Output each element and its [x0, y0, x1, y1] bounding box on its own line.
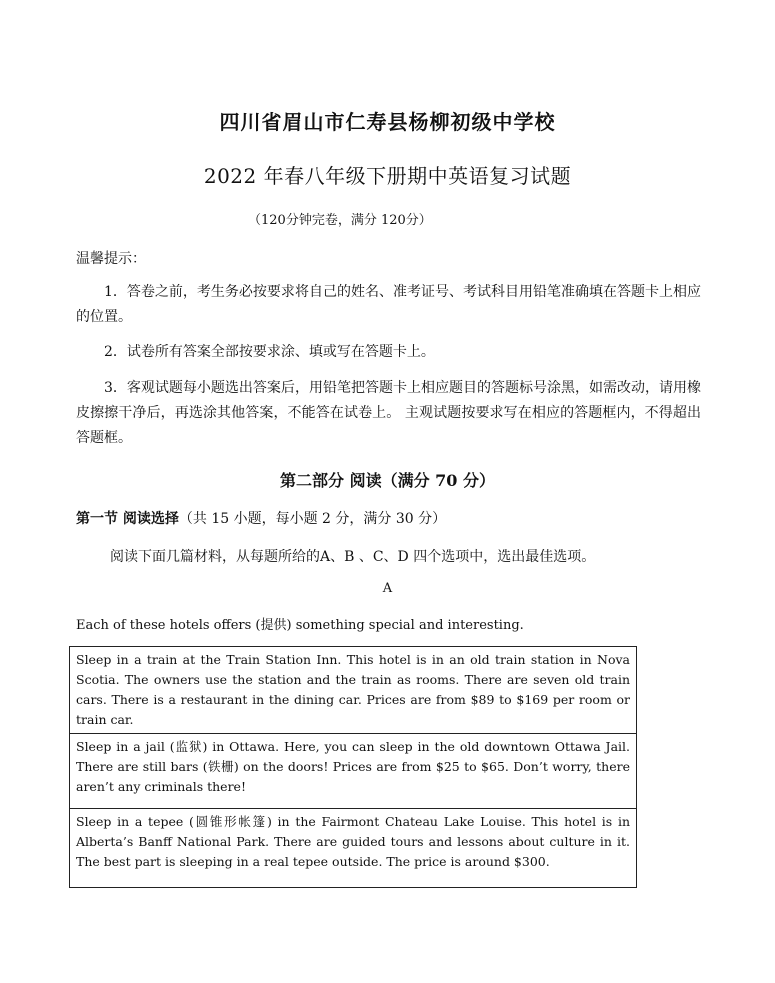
passage-intro: Each of these hotels offers (提供) something special and interesting. [76, 618, 524, 633]
hotel-jail-cell: Sleep in a jail (监狱) in Ottawa. Here, you can sleep in the old downtown Ottawa Jail. There are still bars (铁栅) on the doors! Prices are from $25 to $65. Don’t worry, there aren’t any criminals there! [70, 734, 637, 809]
hotel-table [69, 646, 637, 888]
time-score-note: （120分钟完卷，满分 120分） [248, 213, 432, 228]
reading-instruction: 阅读下面几篇材料，从每题所给的A、B 、C、D 四个选项中，选出最佳选项。 [110, 549, 596, 565]
hotel-tepee-cell: Sleep in a tepee (圆锥形帐篷) in the Fairmont Chateau Lake Louise. This hotel is in Alberta’s Banff National Park. There are guided tours and lessons about culture in it. The best part is sleeping in a real tepee outside. The price is around $300. [70, 809, 637, 888]
table-row [70, 647, 637, 734]
tip-item-2-text: 2．试卷所有答案全部按要求涂、填或写在答题卡上。 [104, 344, 435, 360]
tip-item-2 [76, 340, 701, 365]
subsection-heading [76, 508, 446, 528]
section-title: 第二部分 阅读（满分 70 分） [280, 471, 495, 490]
school-name: 四川省眉山市仁寿县杨柳初级中学校 [219, 110, 556, 134]
subsection-label: 第一节 阅读选择 [76, 511, 179, 527]
table-row [70, 734, 637, 809]
subsection-detail: （共 15 小题，每小题 2 分，满分 30 分） [178, 511, 447, 527]
tip-item-3 [76, 376, 701, 451]
tip-item-1 [76, 280, 701, 330]
table-row [70, 809, 637, 888]
tip-item-3-text: 3．客观试题每小题选出答案后，用铅笔把答题卡上相应题目的答题标号涂黑，如需改动，请用橡皮擦擦干净后，再选涂其他答案，不能答在试卷上。 主观试题按要求写在相应的答题框内，不得超出答题框。 [76, 380, 701, 446]
passage-letter: A [382, 581, 393, 596]
exam-title: 2022 年春八年级下册期中英语复习试题 [203, 164, 572, 188]
tips-heading: 温馨提示： [76, 251, 146, 267]
hotel-train-cell: Sleep in a train at the Train Station Inn. This hotel is in an old train station in Nova Scotia. The owners use the station and the train as rooms. There are seven old train cars. There is a restaurant in the dining car. Prices are from $89 to $169 per room or train car. [70, 647, 637, 734]
tip-item-1-text: 1．答卷之前，考生务必按要求将自己的姓名、准考证号、考试科目用铅笔准确填在答题卡上相应的位置。 [76, 284, 701, 325]
